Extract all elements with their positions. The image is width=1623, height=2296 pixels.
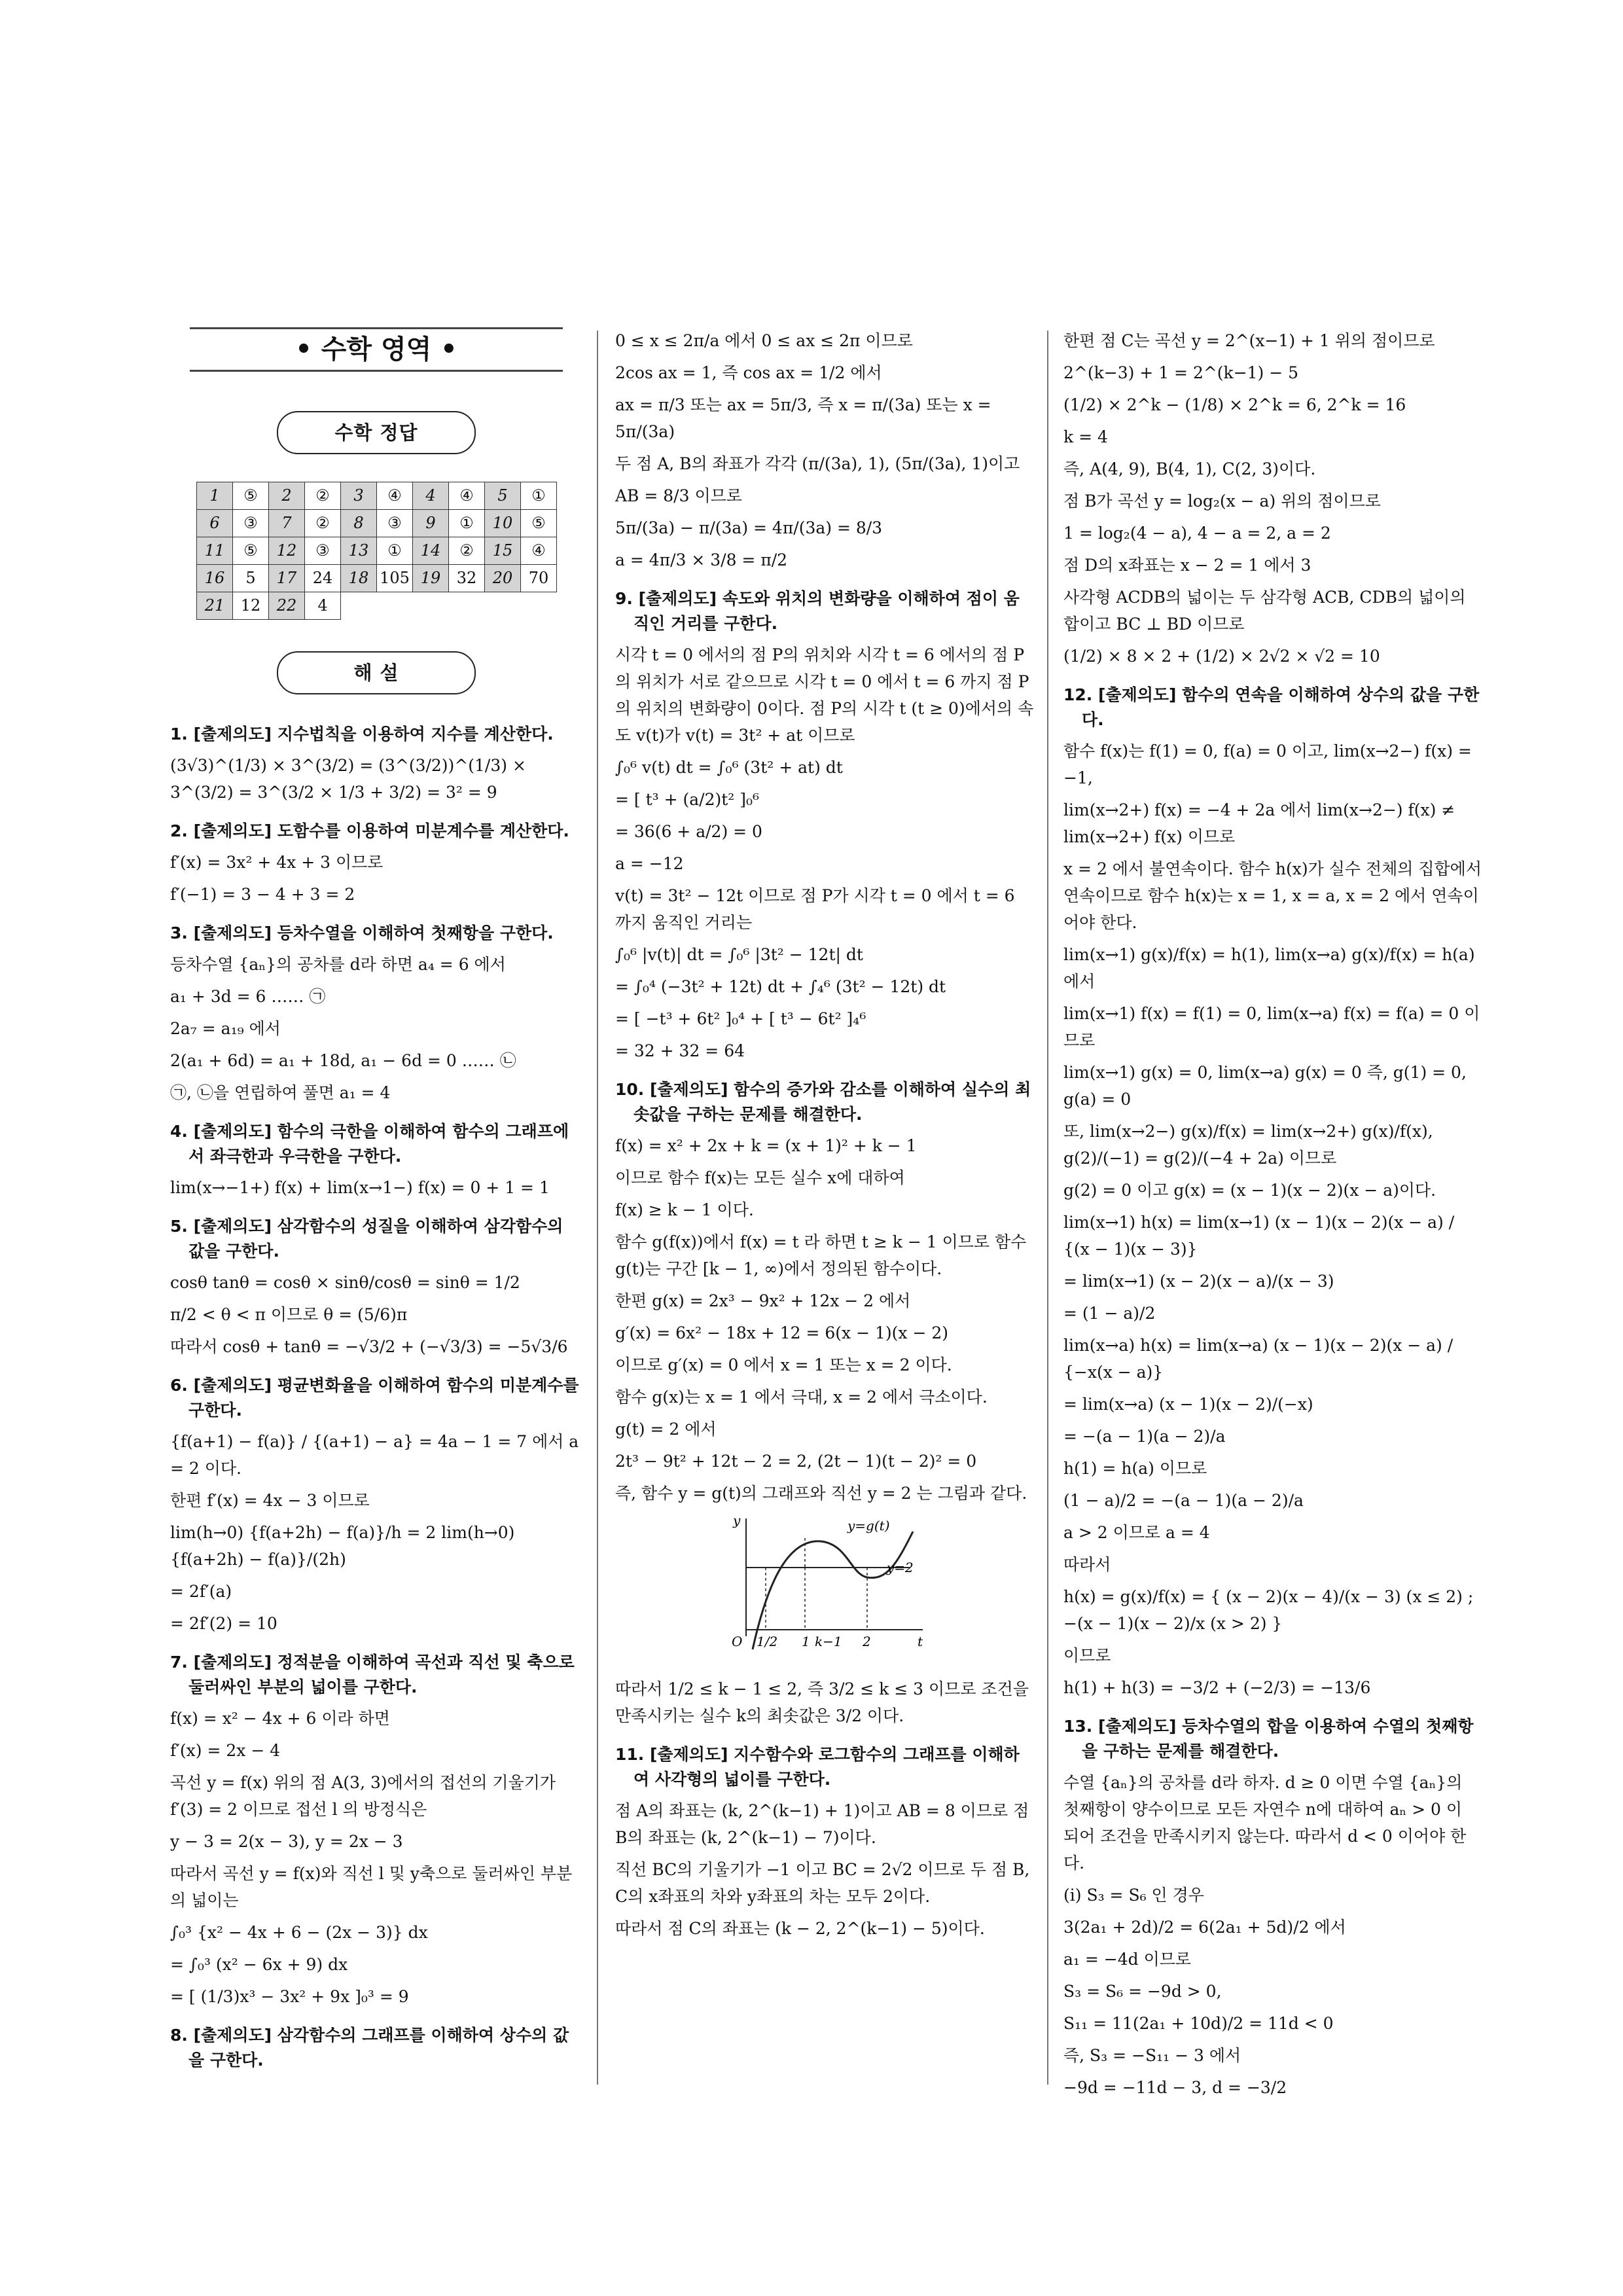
answer-value: ③ <box>377 510 413 537</box>
question-number: 10 <box>485 510 521 537</box>
curve-label: y=g(t) <box>847 1518 890 1534</box>
section-title: • 수학 영역 • <box>190 327 563 372</box>
column-2 <box>615 327 1034 2100</box>
solution-line: 함수 f(x)는 f(1) = 0, f(a) = 0 이고, lim(x→2−) f(x) = −1, <box>1063 742 1472 787</box>
answer-value: ⑤ <box>521 510 557 537</box>
solution-line: k = 4 <box>1063 427 1108 446</box>
solution-line: 곡선 y = f(x) 위의 점 A(3, 3)에서의 접선의 기울기가 f′(3) = 2 이므로 접선 l 의 방정식은 <box>170 1773 556 1819</box>
answer-value: ⑤ <box>233 537 269 565</box>
solution-line: 즉, S₃ = −S₁₁ − 3 에서 <box>1063 2046 1241 2065</box>
question-number: 13 <box>341 537 377 565</box>
solution-line: cosθ tanθ = cosθ × sinθ/cosθ = sinθ = 1/2 <box>170 1273 520 1292</box>
solution-line: y − 3 = 2(x − 3), y = 2x − 3 <box>170 1832 403 1851</box>
question-number: 20 <box>485 565 521 592</box>
question-number: 4 <box>413 482 449 510</box>
solution-line: a = −12 <box>615 854 684 873</box>
answers-pill: 수학 정답 <box>277 411 476 454</box>
solution-line: = 32 + 32 = 64 <box>615 1041 745 1060</box>
solution-line: (ⅰ) S₃ = S₆ 인 경우 <box>1063 1886 1204 1905</box>
solution-line: ax = π/3 또는 ax = 5π/3, 즉 x = π/(3a) 또는 x = 5π/(3a) <box>615 395 991 441</box>
answer-value: 70 <box>521 565 557 592</box>
question-number: 7 <box>269 510 305 537</box>
solution-line: lim(x→a) h(x) = lim(x→a) (x − 1)(x − 2)(x − a) / {−x(x − a)} <box>1063 1336 1454 1382</box>
question-number: 12 <box>269 537 305 565</box>
solution-line: 점 D의 x좌표는 x − 2 = 1 에서 3 <box>1063 556 1311 575</box>
question-number: 5 <box>485 482 521 510</box>
question-number: 21 <box>197 592 233 620</box>
solution-line: g(2) = 0 이고 g(x) = (x − 1)(x − 2)(x − a)이다. <box>1063 1181 1436 1200</box>
solution-line: {f(a+1) − f(a)} / {(a+1) − a} = 4a − 1 = 7 에서 a = 2 이다. <box>170 1432 579 1478</box>
question-number: 2 <box>269 482 305 510</box>
problem-heading: 12. [출제의도] 함수의 연속을 이해하여 상수의 값을 구한다. <box>1063 685 1480 729</box>
question-number: 8 <box>341 510 377 537</box>
solution-line: 이므로 <box>1063 1646 1111 1665</box>
solution-line: g(t) = 2 에서 <box>615 1420 717 1439</box>
answer-value: ③ <box>305 537 341 565</box>
g-t-graph <box>726 1512 929 1662</box>
solution-line: = ∫₀³ (x² − 6x + 9) dx <box>170 1955 348 1974</box>
solution-line: 2a₇ = a₁₉ 에서 <box>170 1019 281 1038</box>
solution-line: (1 − a)/2 = −(a − 1)(a − 2)/a <box>1063 1491 1304 1510</box>
solution-line: a = 4π/3 × 3/8 = π/2 <box>615 550 788 569</box>
solution-line: ∫₀³ {x² − 4x + 6 − (2x − 3)} dx <box>170 1923 428 1942</box>
empty-cell <box>449 592 485 620</box>
empty-cell <box>521 592 557 620</box>
solution-line: 점 B가 곡선 y = log₂(x − a) 위의 점이므로 <box>1063 492 1381 511</box>
question-number: 11 <box>197 537 233 565</box>
solution-line: lim(x→1) g(x)/f(x) = h(1), lim(x→a) g(x)/f(x) = h(a) 에서 <box>1063 945 1475 991</box>
answer-value: 105 <box>377 565 413 592</box>
solution-line: 따라서 점 C의 좌표는 (k − 2, 2^(k−1) − 5)이다. <box>615 1919 985 1938</box>
t-axis-label: t <box>918 1634 923 1649</box>
answer-value: ② <box>305 482 341 510</box>
solution-line: = 36(6 + a/2) = 0 <box>615 822 762 841</box>
answer-value: ④ <box>377 482 413 510</box>
solution-line: 이므로 g′(x) = 0 에서 x = 1 또는 x = 2 이다. <box>615 1355 952 1374</box>
solution-line: ∫₀⁶ v(t) dt = ∫₀⁶ (3t² + at) dt <box>615 758 843 777</box>
line-label: y=2 <box>887 1560 914 1575</box>
answer-value: 4 <box>305 592 341 620</box>
solution-line: 2t³ − 9t² + 12t − 2 = 2, (2t − 1)(t − 2)² = 0 <box>615 1452 977 1471</box>
solution-line: 즉, 함수 y = g(t)의 그래프와 직선 y = 2 는 그림과 같다. <box>615 1484 1027 1503</box>
solution-line: a₁ + 3d = 6 …… ㉠ <box>170 987 326 1006</box>
solution-line: 수열 {aₙ}의 공차를 d라 하자. d ≥ 0 이면 수열 {aₙ}의 첫째항이 양수이므로 모든 자연수 n에 대하여 aₙ > 0 이 되어 조건을 만족시키지 않는다. 따라서 d < 0 이어야 한다. <box>1063 1773 1467 1873</box>
tick-2: 2 <box>863 1634 871 1649</box>
solution-line: 두 점 A, B의 좌표가 각각 (π/(3a), 1), (5π/(3a), 1)이고 <box>615 454 1020 473</box>
solution-line: 함수 g(f(x))에서 f(x) = t 라 하면 t ≥ k − 1 이므로 함수 g(t)는 구간 [k − 1, ∞)에서 정의된 함수이다. <box>615 1232 1027 1278</box>
solution-line: h(1) + h(3) = −3/2 + (−2/3) = −13/6 <box>1063 1678 1371 1697</box>
answer-value: ① <box>521 482 557 510</box>
answer-value: 12 <box>233 592 269 620</box>
problem-heading: 8. [출제의도] 삼각함수의 그래프를 이해하여 상수의 값을 구한다. <box>170 2026 569 2070</box>
answer-row <box>197 482 557 510</box>
answer-row <box>197 537 557 565</box>
answer-value: 24 <box>305 565 341 592</box>
tick-k-minus-1: k−1 <box>815 1634 842 1649</box>
solution-line: v(t) = 3t² − 12t 이므로 점 P가 시각 t = 0 에서 t = 6 까지 움직인 거리는 <box>615 886 1015 932</box>
solution-line: f′(x) = 3x² + 4x + 3 이므로 <box>170 853 383 872</box>
answer-value: 5 <box>233 565 269 592</box>
solution-line: = lim(x→a) (x − 1)(x − 2)/(−x) <box>1063 1395 1313 1414</box>
solution-line: ㉠, ㉡을 연립하여 풀면 a₁ = 4 <box>170 1083 391 1102</box>
solution-line: a > 2 이므로 a = 4 <box>1063 1523 1210 1542</box>
solution-line: = lim(x→1) (x − 2)(x − a)/(x − 3) <box>1063 1272 1334 1291</box>
solution-line: = [ t³ + (a/2)t² ]₀⁶ <box>615 790 760 809</box>
solution-line: 한편 점 C는 곡선 y = 2^(x−1) + 1 위의 점이므로 <box>1063 331 1435 350</box>
solution-line: (1/2) × 2^k − (1/8) × 2^k = 6, 2^k = 16 <box>1063 395 1406 414</box>
solution-line: = 2f′(2) = 10 <box>170 1614 277 1633</box>
question-number: 22 <box>269 592 305 620</box>
solution-line: 점 A의 좌표는 (k, 2^(k−1) + 1)이고 AB = 8 이므로 점 B의 좌표는 (k, 2^(k−1) − 7)이다. <box>615 1801 1029 1847</box>
solution-line: = −(a − 1)(a − 2)/a <box>1063 1427 1226 1446</box>
question-number: 15 <box>485 537 521 565</box>
explanation-pill: 해 설 <box>277 651 476 694</box>
solution-line: f(x) = x² + 2x + k = (x + 1)² + k − 1 <box>615 1136 917 1155</box>
solution-line: 따라서 <box>1063 1555 1111 1574</box>
answer-row <box>197 510 557 537</box>
solution-line: 1 = log₂(4 − a), 4 − a = 2, a = 2 <box>1063 524 1331 543</box>
solution-line: ∫₀⁶ |v(t)| dt = ∫₀⁶ |3t² − 12t| dt <box>615 945 863 964</box>
question-number: 16 <box>197 565 233 592</box>
solution-line: lim(x→1) f(x) = f(1) = 0, lim(x→a) f(x) = f(a) = 0 이므로 <box>1063 1004 1480 1050</box>
solution-line: π/2 < θ < π 이므로 θ = (5/6)π <box>170 1305 408 1324</box>
problem-heading: 10. [출제의도] 함수의 증가와 감소를 이해하여 실수의 최솟값을 구하는 문제를 해결한다. <box>615 1080 1031 1124</box>
solution-line: 2cos ax = 1, 즉 cos ax = 1/2 에서 <box>615 363 882 382</box>
problem-heading: 11. [출제의도] 지수함수와 로그함수의 그래프를 이해하여 사각형의 넓이를 구한다. <box>615 1745 1020 1789</box>
empty-cell <box>377 592 413 620</box>
solution-line: (1/2) × 8 × 2 + (1/2) × 2√2 × √2 = 10 <box>1063 647 1380 666</box>
solution-line: 따라서 1/2 ≤ k − 1 ≤ 2, 즉 3/2 ≤ k ≤ 3 이므로 조건을 만족시키는 실수 k의 최솟값은 3/2 이다. <box>615 1679 1029 1725</box>
question-number: 1 <box>197 482 233 510</box>
solution-line: 3(2a₁ + 2d)/2 = 6(2a₁ + 5d)/2 에서 <box>1063 1918 1346 1937</box>
answer-row <box>197 565 557 592</box>
problem-heading: 1. [출제의도] 지수법칙을 이용하여 지수를 계산한다. <box>170 725 554 744</box>
solution-line: h(1) = h(a) 이므로 <box>1063 1459 1207 1478</box>
solution-line: = [ (1/3)x³ − 3x² + 9x ]₀³ = 9 <box>170 1987 409 2006</box>
solution-line: 또, lim(x→2−) g(x)/f(x) = lim(x→2+) g(x)/f(x), g(2)/(−1) = g(2)/(−4 + 2a) 이므로 <box>1063 1122 1433 1168</box>
problem-heading: 9. [출제의도] 속도와 위치의 변화량을 이해하여 점이 움직인 거리를 구한다. <box>615 589 1020 633</box>
graph-figure <box>726 1512 1034 1670</box>
solution-line: x = 2 에서 불연속이다. 함수 h(x)가 실수 전체의 집합에서 연속이므로 함수 h(x)는 x = 1, x = a, x = 2 에서 연속이어야 한다. <box>1063 859 1482 932</box>
question-number: 14 <box>413 537 449 565</box>
answer-value: ① <box>377 537 413 565</box>
solution-line: 따라서 곡선 y = f(x)와 직선 l 및 y축으로 둘러싸인 부분의 넓이는 <box>170 1864 573 1910</box>
solution-line: 시각 t = 0 에서의 점 P의 위치와 시각 t = 6 에서의 점 P의 위치가 서로 같으므로 시각 t = 0 에서 t = 6 까지 점 P의 위치의 변화량이 0이다. 점 P의 시각 t (t ≥ 0)에서의 속도 v(t)가 v(t) = 3t² + at 이므로 <box>615 645 1034 745</box>
solution-line: 함수 g(x)는 x = 1 에서 극대, x = 2 에서 극소이다. <box>615 1388 988 1407</box>
curve-g <box>753 1532 913 1649</box>
answer-value: ② <box>449 537 485 565</box>
problem-heading: 6. [출제의도] 평균변화율을 이해하여 함수의 미분계수를 구한다. <box>170 1376 579 1420</box>
tick-1: 1 <box>802 1634 810 1649</box>
answer-value: 32 <box>449 565 485 592</box>
question-number: 19 <box>413 565 449 592</box>
answer-table <box>196 482 557 620</box>
solution-line: 2(a₁ + 6d) = a₁ + 18d, a₁ − 6d = 0 …… ㉡ <box>170 1051 516 1070</box>
solution-line: 등차수열 {aₙ}의 공차를 d라 하면 a₄ = 6 에서 <box>170 955 506 974</box>
problem-heading: 13. [출제의도] 등차수열의 합을 이용하여 수열의 첫째항을 구하는 문제를 해결한다. <box>1063 1717 1474 1761</box>
solution-line: 2^(k−3) + 1 = 2^(k−1) − 5 <box>1063 363 1299 382</box>
solution-line: f(x) ≥ k − 1 이다. <box>615 1200 754 1219</box>
solution-line: h(x) = g(x)/f(x) = { (x − 2)(x − 4)/(x − 3) (x ≤ 2) ; −(x − 1)(x − 2)/x (x > 2) } <box>1063 1587 1474 1633</box>
empty-cell <box>413 592 449 620</box>
solution-line: 한편 g(x) = 2x³ − 9x² + 12x − 2 에서 <box>615 1291 911 1310</box>
solution-line: lim(x→1) g(x) = 0, lim(x→a) g(x) = 0 즉, g(1) = 0, g(a) = 0 <box>1063 1063 1467 1109</box>
answer-row <box>197 592 557 620</box>
origin-label: O <box>732 1634 743 1649</box>
empty-cell <box>341 592 377 620</box>
question-number: 3 <box>341 482 377 510</box>
solution-line: 따라서 cosθ + tanθ = −√3/2 + (−√3/3) = −5√3/6 <box>170 1337 568 1356</box>
solution-line: 5π/(3a) − π/(3a) = 4π/(3a) = 8/3 <box>615 518 883 537</box>
column-1 <box>170 327 582 2100</box>
answer-value: ④ <box>449 482 485 510</box>
solution-line: = ∫₀⁴ (−3t² + 12t) dt + ∫₄⁶ (3t² − 12t) dt <box>615 977 946 996</box>
solution-line: = [ −t³ + 6t² ]₀⁴ + [ t³ − 6t² ]₄⁶ <box>615 1009 866 1028</box>
solution-line: 사각형 ACDB의 넓이는 두 삼각형 ACB, CDB의 넓이의 합이고 BC ⊥ BD 이므로 <box>1063 588 1466 634</box>
solution-line: lim(x→2+) f(x) = −4 + 2a 에서 lim(x→2−) f(x) ≠ lim(x→2+) f(x) 이므로 <box>1063 800 1455 846</box>
solution-line: S₁₁ = 11(2a₁ + 10d)/2 = 11d < 0 <box>1063 2014 1334 2033</box>
solution-line: = (1 − a)/2 <box>1063 1304 1156 1323</box>
answer-value: ⑤ <box>233 482 269 510</box>
problem-heading: 2. [출제의도] 도함수를 이용하여 미분계수를 계산한다. <box>170 821 569 840</box>
solution-line: (3√3)^(1/3) × 3^(3/2) = (3^(3/2))^(1/3) × 3^(3/2) = 3^(3/2 × 1/3 + 3/2) = 3² = 9 <box>170 756 526 802</box>
problem-heading: 3. [출제의도] 등차수열을 이해하여 첫째항을 구한다. <box>170 924 554 942</box>
solution-line: 직선 BC의 기울기가 −1 이고 BC = 2√2 이므로 두 점 B, C의 x좌표의 차와 y좌표의 차는 모두 2이다. <box>615 1860 1030 1906</box>
solution-line: AB = 8/3 이므로 <box>615 486 742 505</box>
tick-half: 1/2 <box>757 1634 778 1649</box>
solution-line: 즉, A(4, 9), B(4, 1), C(2, 3)이다. <box>1063 459 1316 478</box>
solution-line: f′(−1) = 3 − 4 + 3 = 2 <box>170 885 355 904</box>
solution-line: −9d = −11d − 3, d = −3/2 <box>1063 2078 1287 2097</box>
solution-line: 이므로 함수 f(x)는 모든 실수 x에 대하여 <box>615 1168 905 1187</box>
solution-line: lim(x→1) h(x) = lim(x→1) (x − 1)(x − 2)(x − a) / {(x − 1)(x − 3)} <box>1063 1213 1455 1259</box>
problem-heading: 4. [출제의도] 함수의 극한을 이해하여 함수의 그래프에서 좌극한과 우극한을 구한다. <box>170 1122 569 1166</box>
solution-line: f(x) = x² − 4x + 6 이라 하면 <box>170 1709 390 1728</box>
solution-line: a₁ = −4d 이므로 <box>1063 1950 1192 1969</box>
problem-heading: 7. [출제의도] 정적분을 이해하여 곡선과 직선 및 축으로 둘러싸인 부분의 넓이를 구한다. <box>170 1653 575 1696</box>
column-3 <box>1063 327 1482 2100</box>
solution-line: = 2f′(a) <box>170 1582 232 1601</box>
solution-line: f′(x) = 2x − 4 <box>170 1741 281 1760</box>
answer-value: ① <box>449 510 485 537</box>
problem-heading: 5. [출제의도] 삼각함수의 성질을 이해하여 삼각함수의 값을 구한다. <box>170 1217 563 1261</box>
answer-value: ③ <box>233 510 269 537</box>
solution-line: g′(x) = 6x² − 18x + 12 = 6(x − 1)(x − 2) <box>615 1323 949 1342</box>
answer-value: ④ <box>521 537 557 565</box>
solution-line: 0 ≤ x ≤ 2π/a 에서 0 ≤ ax ≤ 2π 이므로 <box>615 331 913 350</box>
solution-line: lim(h→0) {f(a+2h) − f(a)}/h = 2 lim(h→0) {f(a+2h) − f(a)}/(2h) <box>170 1523 515 1569</box>
solution-line: S₃ = S₆ = −9d > 0, <box>1063 1982 1222 2001</box>
solution-line: lim(x→−1+) f(x) + lim(x→1−) f(x) = 0 + 1 = 1 <box>170 1178 550 1197</box>
answer-value: ② <box>305 510 341 537</box>
solution-line: 한편 f′(x) = 4x − 3 이므로 <box>170 1491 370 1510</box>
empty-cell <box>485 592 521 620</box>
y-axis-label: y <box>733 1513 741 1528</box>
question-number: 18 <box>341 565 377 592</box>
question-number: 6 <box>197 510 233 537</box>
question-number: 9 <box>413 510 449 537</box>
question-number: 17 <box>269 565 305 592</box>
